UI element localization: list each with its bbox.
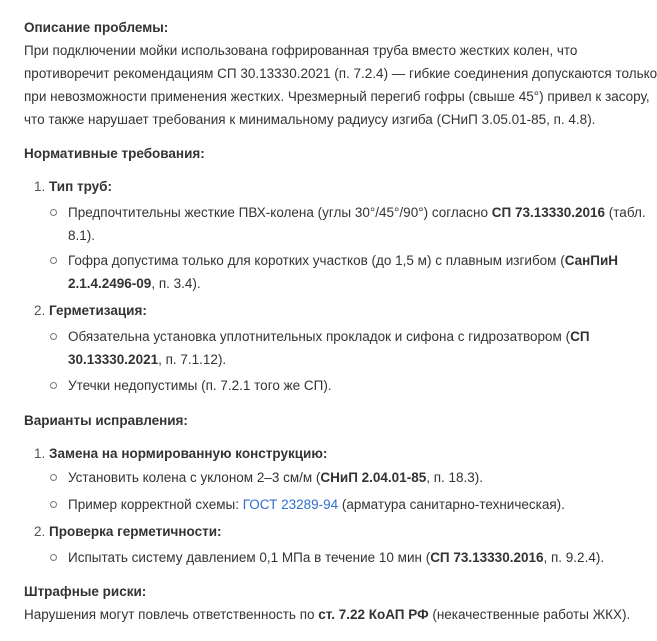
- norm-reference: 30.13330.2021: [68, 352, 159, 367]
- problem-line: противоречит рекомендациям СП 30.13330.2021 (п. 7.2.4) — гибкие соединения допускаются только: [24, 66, 657, 81]
- list-number: 1.: [34, 179, 46, 194]
- norms-item-1: [34, 175, 112, 198]
- text: , п. 3.4).: [151, 276, 201, 291]
- norm-reference: СП 73.13330.2016: [430, 550, 544, 565]
- bullet-icon: [50, 209, 57, 216]
- norm-reference: СНиП 2.04.01-85: [320, 470, 427, 485]
- problem-paragraph: [24, 39, 657, 131]
- problem-line: что также нарушает требования к минимальному радиусу изгиба (СНиП 3.05.01-85, п. 4.8).: [24, 112, 596, 127]
- norm-reference: СП: [570, 329, 590, 344]
- text: (табл.: [605, 205, 646, 220]
- penalties-heading: Штрафные риски:: [24, 584, 147, 599]
- text: Обязательна установка уплотнительных прокладок и сифона с гидрозатвором (: [68, 329, 571, 344]
- list-item: [68, 493, 618, 516]
- fixes-item-2: [34, 520, 222, 543]
- law-reference: ст. 7.22 КоАП РФ: [318, 607, 429, 622]
- gost-link[interactable]: ГОСТ 23289-94: [242, 497, 339, 512]
- text: Нарушения могут повлечь ответственность по: [24, 607, 319, 622]
- list-item: [68, 249, 618, 295]
- norm-reference: СанПиН: [564, 253, 619, 268]
- penalties-paragraph: [24, 603, 631, 626]
- list-number: 1.: [34, 446, 46, 461]
- fixes-heading: Варианты исправления:: [24, 413, 188, 428]
- text: , п. 9.2.4).: [543, 550, 605, 565]
- norm-reference: 2.1.4.2496-09: [68, 276, 152, 291]
- list-number: 2.: [34, 524, 46, 539]
- list-item-title: Проверка герметичности:: [49, 524, 222, 539]
- list-item-title: Тип труб:: [49, 179, 112, 194]
- bullet-icon: [50, 501, 57, 508]
- bullet-icon: [50, 474, 57, 481]
- bullet-icon: [50, 382, 57, 389]
- list-item: [68, 546, 618, 569]
- text: Пример корректной схемы:: [68, 497, 243, 512]
- list-item: [68, 374, 618, 397]
- norm-reference: СП 73.13330.2016: [491, 205, 606, 220]
- list-number: 2.: [34, 303, 46, 318]
- text: (некачественные работы ЖКХ).: [428, 607, 631, 622]
- text: 8.1).: [68, 228, 96, 243]
- bullet-icon: [50, 257, 57, 264]
- list-item-title: Замена на нормированную конструкцию:: [49, 446, 328, 461]
- list-item: [68, 466, 618, 489]
- bullet-icon: [50, 554, 57, 561]
- text: Утечки недопустимы (п. 7.2.1 того же СП).: [68, 378, 332, 393]
- norms-heading: Нормативные требования:: [24, 146, 205, 161]
- bullet-icon: [50, 333, 57, 340]
- list-item: [68, 325, 618, 371]
- fixes-item-1: [34, 442, 327, 465]
- text: Установить колена с уклоном 2–3 см/м (: [68, 470, 321, 485]
- text: Испытать систему давлением 0,1 МПа в течение 10 мин (: [68, 550, 431, 565]
- text: Предпочтительны жесткие ПВХ-колена (углы 30°/45°/90°) согласно: [68, 205, 492, 220]
- text: Гофра допустима только для коротких участков (до 1,5 м) с плавным изгибом (: [68, 253, 565, 268]
- text: , п. 18.3).: [426, 470, 484, 485]
- norms-item-2: [34, 299, 147, 322]
- list-item: [68, 201, 646, 247]
- problem-line: При подключении мойки использована гофрированная труба вместо жестких колен, что: [24, 43, 578, 58]
- text: , п. 7.1.12).: [158, 352, 227, 367]
- text: (арматура санитарно-техническая).: [338, 497, 565, 512]
- list-item-title: Герметизация:: [49, 303, 147, 318]
- problem-heading: Описание проблемы:: [24, 20, 169, 35]
- problem-line: при невозможности применения жестких. Чрезмерный перегиб гофры (свыше 45°) привел к засору,: [24, 89, 650, 104]
